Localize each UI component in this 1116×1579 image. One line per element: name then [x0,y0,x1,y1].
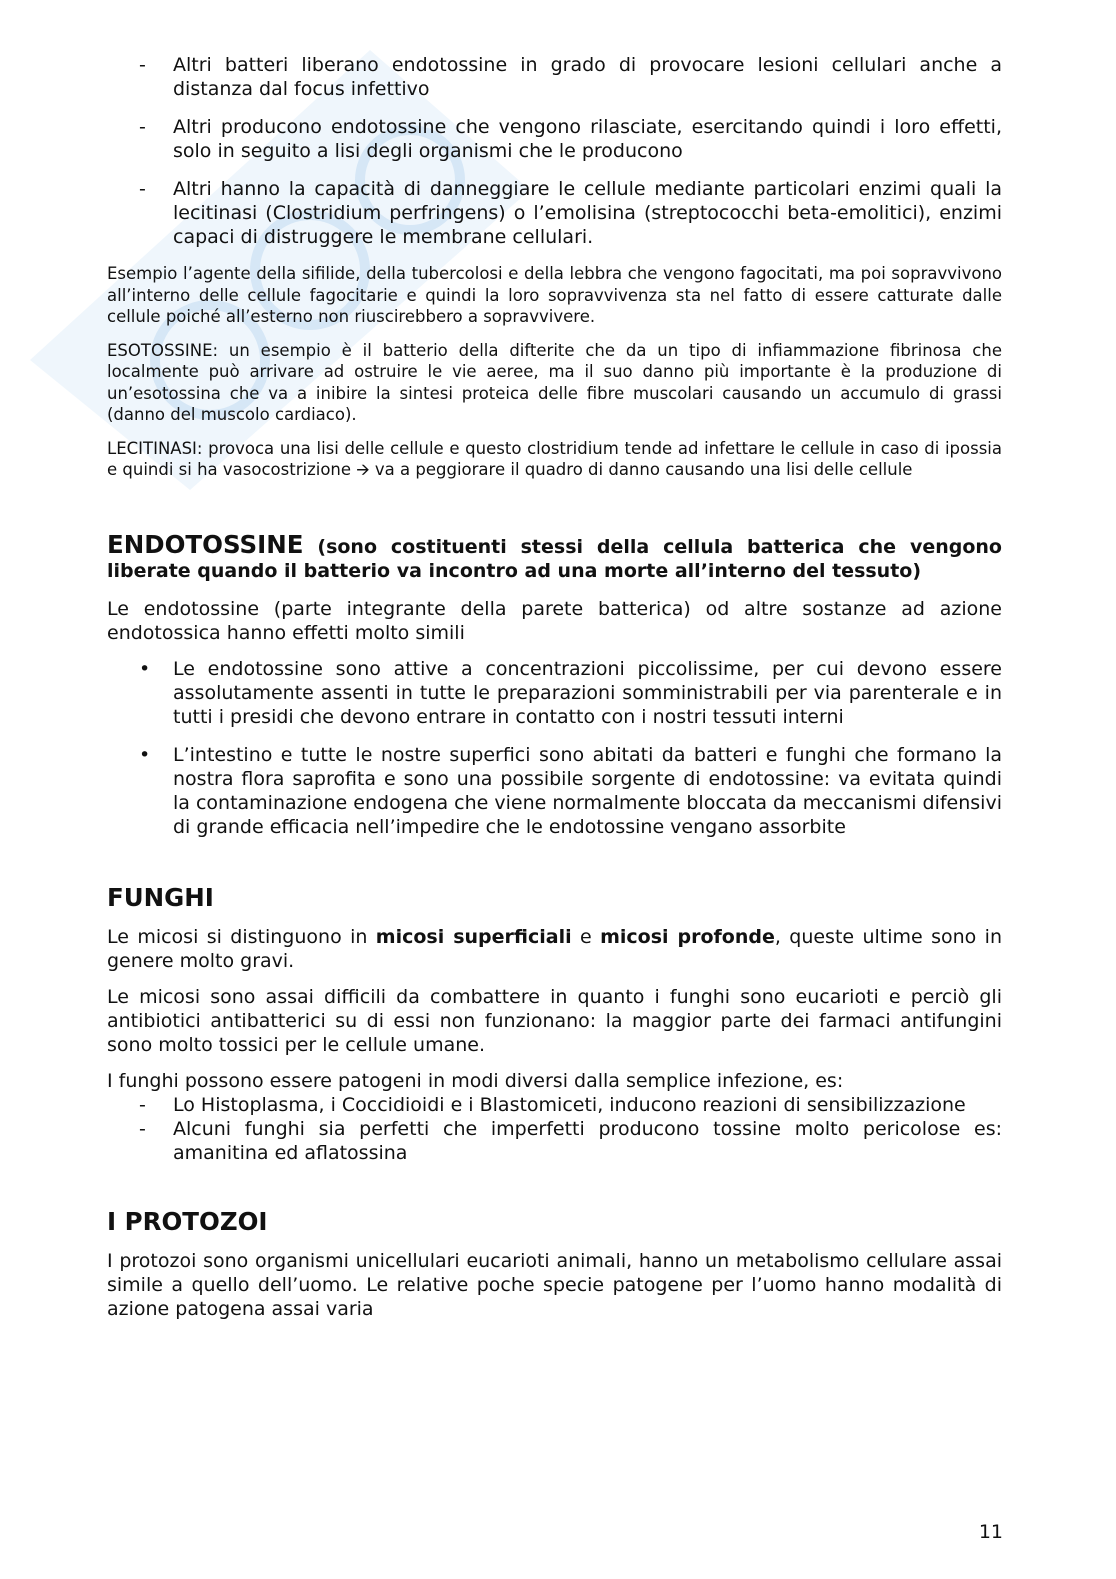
note-paragraph: LECITINASI: provoca una lisi delle cellule e questo clostridium tende ad infettare le cellule in caso di ipossia e quindi si ha vasocostrizione 🡪 va a peggiorare il quadro di danno causando una lisi delle cellule [107,438,1002,479]
list-item: • L’intestino e tutte le nostre superfici sono abitati da batteri e funghi che formano la nostra flora saprofita e sono una possibile sorgente di endotossine: va evitata quindi la contaminazione endogena che viene normalmente bloccata da meccanismi difensivi di grande efficacia nell’impedire che le endotossine vengano assorbite [107,743,1002,839]
funghi-heading: FUNGHI [107,882,214,912]
funghi-paragraph: Le micosi si distinguono in micosi superficiali e micosi profonde, queste ultime sono in genere molto gravi. [107,925,1002,972]
endotossine-list [107,657,1002,839]
section-title: ENDOTOSSINE [107,529,304,559]
funghi-paragraph: I funghi possono essere patogeni in modi diversi dalla semplice infezione, es: [107,1069,844,1092]
endotossine-heading [107,529,1002,583]
list-item: - Altri hanno la capacità di danneggiare le cellule mediante particolari enzimi quali la lecitinasi (Clostridium perfringens) o l’emolisina (streptococchi beta-emolitici), enzimi capaci di distruggere le membrane cellulari. [107,177,1002,249]
micosi-profonde: micosi profonde [600,925,775,948]
note-paragraph: Esempio l’agente della sifilide, della tubercolosi e della lebbra che vengono fagocitati, ma poi sopravvivono all’interno delle cellule fagocitarie e quindi la loro sopravvivenza sta nel fatto di essere catturate dalle cellule poiché all’esterno non riuscirebbero a sopravvivere. [107,264,1002,326]
page-content [107,53,1002,1333]
protozoi-heading: I PROTOZOI [107,1206,268,1236]
note-paragraph: ESOTOSSINE: un esempio è il batterio della difterite che da un tipo di infiammazione fibrinosa che localmente può arrivare ad ostruire le vie aeree, ma il suo danno più importante è la produzione di un’esotossina che va a inibire la sintesi proteica delle fibre muscolari causando un accumulo di grassi (danno del muscolo cardiaco). [107,340,1002,424]
funghi-paragraph: Le micosi sono assai difficili da combattere in quanto i funghi sono eucarioti e perciò gli antibiotici antibatterici su di essi non funzionano: la maggior parte dei farmaci antifungini sono molto tossici per le cellule umane. [107,985,1002,1056]
list-item: • Le endotossine sono attive a concentrazioni piccolissime, per cui devono essere assolutamente assenti in tutte le preparazioni somministrabili per via parenterale e in tutti i presidi che devono entrare in contatto con i nostri tessuti interni [107,657,1002,729]
intro-list [107,53,1002,249]
protozoi-paragraph: I protozoi sono organismi unicellulari eucarioti animali, hanno un metabolismo cellulare assai simile a quello dell’uomo. Le relative poche specie patogene per l’uomo hanno modalità di azione patogena assai varia [107,1249,1002,1320]
funghi-list [107,1093,1002,1165]
page-number: 11 [978,1521,1003,1543]
list-item: - Alcuni funghi sia perfetti che imperfetti producono tossine molto pericolose es: amanitina ed aflatossina [107,1117,1002,1165]
list-item: - Lo Histoplasma, i Coccidioidi e i Blastomiceti, inducono reazioni di sensibilizzazione [107,1093,1002,1117]
endotossine-intro: Le endotossine (parte integrante della parete batterica) od altre sostanze ad azione endotossica hanno effetti molto simili [107,597,1002,644]
list-item: - Altri producono endotossine che vengono rilasciate, esercitando quindi i loro effetti, solo in seguito a lisi degli organismi che le producono [107,115,1002,163]
section-subtitle: (sono costituenti stessi della cellula batterica che vengono liberate quando il batterio va incontro ad una morte all’interno del tessuto) [107,535,1002,582]
micosi-superficiali: micosi superficiali [375,925,572,948]
list-item: - Altri batteri liberano endotossine in grado di provocare lesioni cellulari anche a distanza dal focus infettivo [107,53,1002,101]
